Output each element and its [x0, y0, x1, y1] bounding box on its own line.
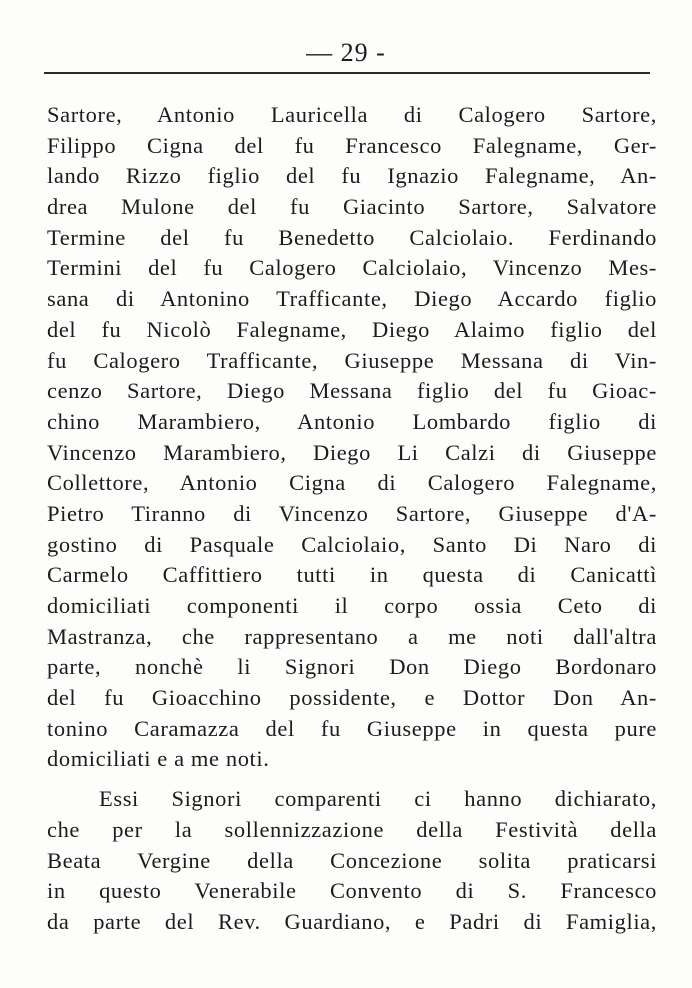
text-line: Termini del fu Calogero Calciolaio, Vincenzo Mes-	[47, 255, 657, 281]
text-line: Termine del fu Benedetto Calciolaio. Ferdinando	[47, 224, 657, 250]
text-line: cenzo Sartore, Diego Messana figlio del fu Gioac-	[47, 378, 657, 404]
paragraph-2	[47, 784, 657, 937]
text-line: domiciliati componenti il corpo ossia Ceto di	[47, 593, 657, 618]
text-line: del fu Nicolò Falegname, Diego Alaimo figlio del	[47, 316, 657, 342]
page-number: — 29 -	[306, 38, 386, 67]
paragraph-gap	[47, 775, 657, 784]
paragraph-1	[47, 100, 657, 775]
text-line: lando Rizzo figlio del fu Ignazio Falegname, An-	[47, 163, 657, 189]
text-line: tonino Caramazza del fu Giuseppe in questa pure	[47, 715, 657, 741]
text-line: Collettore, Antonio Cigna di Calogero Falegname,	[47, 470, 657, 496]
text-line: chino Marambiero, Antonio Lombardo figlio di	[47, 408, 657, 434]
text-line: parte, nonchè li Signori Don Diego Bordonaro	[47, 654, 657, 680]
text-line: domiciliati e a me noti.	[47, 746, 270, 772]
body-text	[47, 100, 657, 938]
text-line: Essi Signori comparenti ci hanno dichiarato,	[99, 786, 657, 812]
text-line: sana di Antonino Trafficante, Diego Accardo figlio	[47, 286, 657, 312]
text-line: Sartore, Antonio Lauricella di Calogero Sartore,	[47, 102, 657, 127]
text-line: Pietro Tiranno di Vincenzo Sartore, Giuseppe d'A-	[47, 500, 657, 526]
text-line: drea Mulone del fu Giacinto Sartore, Salvatore	[47, 194, 657, 220]
text-line: del fu Gioacchino possidente, e Dottor Don An-	[47, 685, 657, 711]
text-line: Beata Vergine della Concezione solita praticarsi	[47, 847, 657, 873]
text-line: fu Calogero Trafficante, Giuseppe Messana di Vin-	[47, 347, 657, 373]
text-line: Carmelo Caffittiero tutti in questa di Canicattì	[47, 562, 657, 588]
text-line: Vincenzo Marambiero, Diego Li Calzi di Giuseppe	[47, 439, 657, 465]
text-line: gostino di Pasquale Calciolaio, Santo Di Naro di	[47, 531, 657, 557]
text-line: Mastranza, che rappresentano a me noti dall'altra	[47, 623, 657, 649]
header-rule	[44, 72, 650, 74]
text-line: che per la sollennizzazione della Festività della	[47, 816, 657, 842]
text-line: in questo Venerabile Convento di S. Francesco	[47, 878, 657, 904]
text-line: da parte del Rev. Guardiano, e Padri di Famiglia,	[47, 908, 657, 934]
text-line: Filippo Cigna del fu Francesco Falegname, Ger-	[47, 132, 657, 158]
